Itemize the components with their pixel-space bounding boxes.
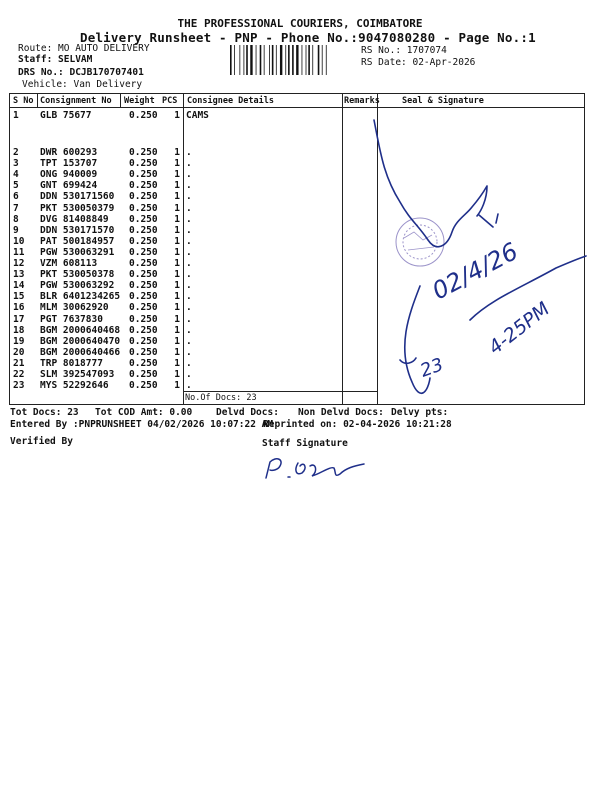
verified-by: Verified By <box>10 436 73 447</box>
row-consignment: ONG 940009 <box>40 169 98 181</box>
row-sno: 8 <box>13 213 19 225</box>
row-consignment: TPT 153707 <box>40 158 98 170</box>
signature-squiggle <box>374 120 498 247</box>
col-header-seal: Seal & Signature <box>402 96 484 106</box>
row-consignee: . <box>186 269 192 281</box>
row-consignment: MYS 52292646 <box>40 380 109 392</box>
row-consignee: . <box>186 147 192 158</box>
row-pcs: 1 <box>174 110 180 121</box>
document-title: Delivery Runsheet - PNP - Phone No.:9047080280 - Page No.:1 <box>80 30 536 45</box>
row-consignee: . <box>186 202 192 214</box>
row-sno: 1 <box>13 110 19 121</box>
staff-label: Staff: SELVAM <box>18 54 93 65</box>
reprinted-on: Reprinted on: 02-04-2026 10:21:28 <box>263 419 452 430</box>
row-sno: 22 <box>13 369 25 380</box>
row-consignment: DWR 600293 <box>40 147 98 158</box>
row-sno: 4 <box>13 169 19 181</box>
row-weight: 0.250 <box>129 346 158 358</box>
row-pcs: 1 <box>174 224 180 236</box>
row-pcs: 1 <box>174 369 180 380</box>
row-weight: 0.250 <box>129 380 158 392</box>
staff-signature-label: Staff Signature <box>262 438 348 449</box>
row-consignee: . <box>186 302 192 314</box>
row-sno: 23 <box>13 380 25 392</box>
row-consignee: . <box>186 213 192 225</box>
row-consignee: . <box>186 258 192 269</box>
row-pcs: 1 <box>174 324 180 336</box>
row-pcs: 1 <box>174 180 180 192</box>
staff-signature <box>266 459 364 478</box>
col-header-sno: S No <box>13 96 34 106</box>
row-weight: 0.250 <box>129 235 158 247</box>
row-consignment: BGM 2000640468 <box>40 324 121 336</box>
row-consignee: . <box>186 357 192 369</box>
row-weight: 0.250 <box>129 191 158 203</box>
row-sno: 21 <box>13 357 25 369</box>
row-sno: 17 <box>13 313 25 325</box>
row-consignee: . <box>186 158 192 170</box>
row-consignee: . <box>186 235 192 247</box>
row-weight: 0.250 <box>129 335 158 347</box>
row-consignee: . <box>186 169 192 181</box>
row-pcs: 1 <box>174 158 180 170</box>
row-consignee: . <box>186 224 192 236</box>
row-weight: 0.250 <box>129 202 158 214</box>
handwritten-time: 4-25PM <box>484 297 555 359</box>
row-weight: 0.250 <box>129 224 158 236</box>
row-consignment: PKT 530050378 <box>40 269 115 281</box>
delvy-pts: Delvy pts: <box>391 407 449 418</box>
row-consignee: . <box>186 369 192 380</box>
delvd-docs: Delvd Docs: <box>216 407 279 418</box>
row-weight: 0.250 <box>129 313 158 325</box>
row-consignee: . <box>186 313 192 325</box>
row-consignment: PKT 530050379 <box>40 202 115 214</box>
row-consignee: . <box>186 335 192 347</box>
company-name: THE PROFESSIONAL COURIERS, COIMBATORE <box>177 17 423 30</box>
row-weight: 0.250 <box>129 302 158 314</box>
row-weight: 0.250 <box>129 369 158 380</box>
row-weight: 0.250 <box>129 324 158 336</box>
row-sno: 3 <box>13 158 19 170</box>
row-weight: 0.250 <box>129 213 158 225</box>
handwritten-date: 02/4/26 <box>427 237 523 306</box>
row-consignee: . <box>186 324 192 336</box>
row-consignment: BLR 6401234265 <box>40 291 121 303</box>
row-consignment: PGT 7637830 <box>40 313 103 325</box>
row-weight: 0.250 <box>129 147 158 158</box>
row-consignee: . <box>186 180 192 192</box>
no-of-docs: No.Of Docs: 23 <box>185 393 257 403</box>
row-consignee: . <box>186 291 192 303</box>
tot-cod-amt: Tot COD Amt: 0.00 <box>95 407 193 418</box>
col-header-remarks: Remarks <box>344 96 380 106</box>
row-sno: 15 <box>13 291 25 303</box>
row-pcs: 1 <box>174 269 180 281</box>
row-consignee: . <box>186 280 192 292</box>
vehicle-label: Vehicle: Van Delivery <box>22 79 143 90</box>
row-consignment: GNT 699424 <box>40 180 98 192</box>
row-consignment: DDN 530171570 <box>40 224 115 236</box>
row-consignment: TRP 8018777 <box>40 357 103 369</box>
col-header-weight: Weight <box>124 96 155 106</box>
handwritten-count: 23 <box>417 354 447 382</box>
row-pcs: 1 <box>174 191 180 203</box>
row-sno: 5 <box>13 180 19 192</box>
row-weight: 0.250 <box>129 110 158 121</box>
row-sno: 11 <box>13 246 25 258</box>
row-consignee: . <box>186 380 192 392</box>
row-pcs: 1 <box>174 302 180 314</box>
row-sno: 7 <box>13 202 19 214</box>
col-header-pcs: PCS <box>162 96 178 106</box>
row-sno: 6 <box>13 191 19 203</box>
non-delvd-docs: Non Delvd Docs: <box>298 407 384 418</box>
row-weight: 0.250 <box>129 280 158 292</box>
rs-date: RS Date: 02-Apr-2026 <box>361 57 476 68</box>
route-label: Route: MO AUTO DELIVERY <box>18 43 150 54</box>
row-pcs: 1 <box>174 280 180 292</box>
row-pcs: 1 <box>174 169 180 181</box>
row-pcs: 1 <box>174 357 180 369</box>
row-sno: 12 <box>13 258 25 269</box>
row-sno: 10 <box>13 235 25 247</box>
row-weight: 0.250 <box>129 169 158 181</box>
row-pcs: 1 <box>174 335 180 347</box>
drs-number: DRS No.: DCJB170707401 <box>18 67 144 78</box>
row-consignment: SLM 392547093 <box>40 369 115 380</box>
row-weight: 0.250 <box>129 258 158 269</box>
col-header-consignee: Consignee Details <box>187 96 274 106</box>
row-pcs: 1 <box>174 246 180 258</box>
row-weight: 0.250 <box>129 269 158 281</box>
row-sno: 2 <box>13 147 19 158</box>
row-weight: 0.250 <box>129 291 158 303</box>
row-consignment: PGW 530063291 <box>40 246 115 258</box>
row-consignment: BGM 2000640470 <box>40 335 121 347</box>
row-pcs: 1 <box>174 147 180 158</box>
row-pcs: 1 <box>174 291 180 303</box>
row-consignee: . <box>186 346 192 358</box>
row-consignment: DVG 81408849 <box>40 213 109 225</box>
entered-by: Entered By :PNPRUNSHEET 04/02/2026 10:07:22 AM <box>10 419 274 430</box>
row-consignment: BGM 2000640466 <box>40 346 121 358</box>
row-pcs: 1 <box>174 380 180 392</box>
row-weight: 0.250 <box>129 180 158 192</box>
row-consignment: PAT 500184957 <box>40 235 115 247</box>
seal-stamp <box>396 218 444 266</box>
row-weight: 0.250 <box>129 357 158 369</box>
col-header-consignment: Consignment No <box>40 96 112 106</box>
tot-docs: Tot Docs: 23 <box>10 407 79 418</box>
row-pcs: 1 <box>174 213 180 225</box>
row-sno: 16 <box>13 302 25 314</box>
rs-number: RS No.: 1707074 <box>361 45 447 56</box>
row-pcs: 1 <box>174 235 180 247</box>
row-weight: 0.250 <box>129 246 158 258</box>
row-sno: 14 <box>13 280 25 292</box>
row-consignment: PGW 530063292 <box>40 280 115 292</box>
row-sno: 13 <box>13 269 25 281</box>
row-consignment: GLB 75677 <box>40 110 92 121</box>
row-consignee: . <box>186 191 192 203</box>
row-sno: 20 <box>13 346 25 358</box>
row-consignment: VZM 608113 <box>40 258 98 269</box>
row-pcs: 1 <box>174 202 180 214</box>
row-consignment: DDN 530171560 <box>40 191 115 203</box>
row-sno: 19 <box>13 335 25 347</box>
row-sno: 18 <box>13 324 25 336</box>
row-weight: 0.250 <box>129 158 158 170</box>
row-pcs: 1 <box>174 313 180 325</box>
row-consignment: MLM 30062920 <box>40 302 109 314</box>
row-pcs: 1 <box>174 258 180 269</box>
row-consignee: . <box>186 246 192 258</box>
row-pcs: 1 <box>174 346 180 358</box>
row-sno: 9 <box>13 224 19 236</box>
row-consignee: CAMS <box>186 110 209 121</box>
